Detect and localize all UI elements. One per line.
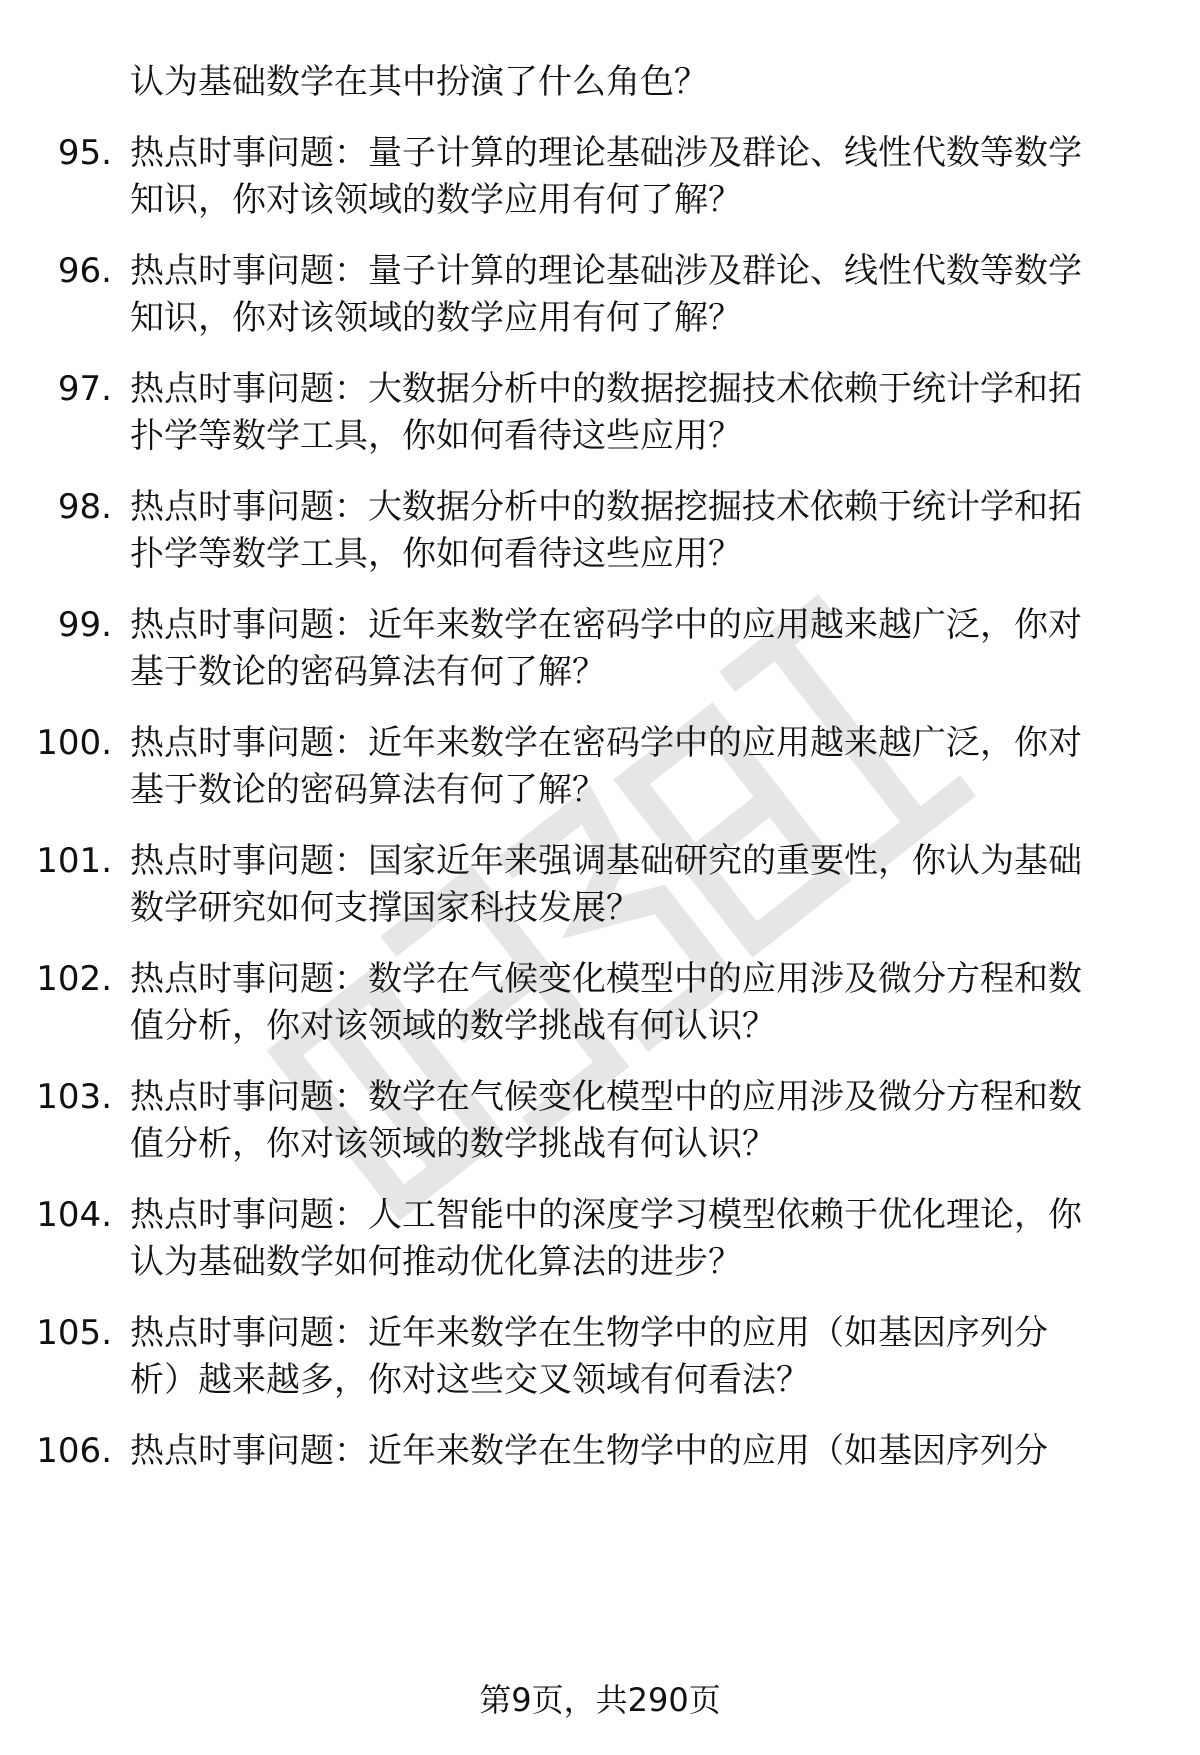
question-item <box>0 600 1200 710</box>
question-text-line: 热点时事问题：大数据分析中的数据挖掘技术依赖于统计学和拓 <box>130 487 1082 527</box>
question-number: 106. <box>36 1431 112 1471</box>
question-text-line: 认为基础数学如何推动优化算法的进步？ <box>130 1242 742 1282</box>
question-number: 99. <box>57 605 112 645</box>
question-number: 97. <box>57 369 112 409</box>
question-item <box>0 1308 1200 1418</box>
question-item <box>0 1072 1200 1182</box>
page-footer: 第9页，共290页 <box>479 1681 721 1719</box>
question-number: 95. <box>57 133 112 173</box>
question-number: 104. <box>36 1195 112 1235</box>
question-text-line: 值分析，你对该领域的数学挑战有何认识？ <box>130 1124 776 1164</box>
question-item <box>0 1190 1200 1300</box>
question-text-line: 基于数论的密码算法有何了解？ <box>130 770 606 810</box>
question-item <box>0 1426 1200 1536</box>
question-text-line: 热点时事问题：量子计算的理论基础涉及群论、线性代数等数学 <box>130 133 1082 173</box>
question-text-line: 热点时事问题：近年来数学在密码学中的应用越来越广泛，你对 <box>130 723 1082 763</box>
question-text-line: 热点时事问题：大数据分析中的数据挖掘技术依赖于统计学和拓 <box>130 369 1082 409</box>
question-item <box>0 364 1200 474</box>
question-number: 101. <box>36 841 112 881</box>
question-text-line: 值分析，你对该领域的数学挑战有何认识？ <box>130 1006 776 1046</box>
question-number: 100. <box>36 723 112 763</box>
question-text-line: 热点时事问题：数学在气候变化模型中的应用涉及微分方程和数 <box>130 959 1082 999</box>
question-text-line: 基于数论的密码算法有何了解？ <box>130 652 606 692</box>
question-text-line: 析）越来越多，你对这些交叉领域有何看法？ <box>130 1360 810 1400</box>
question-text-line: 数学研究如何支撑国家科技发展？ <box>130 888 640 928</box>
question-number: 102. <box>36 959 112 999</box>
question-item <box>0 718 1200 828</box>
question-item <box>0 482 1200 592</box>
continued-question-text: 认为基础数学在其中扮演了什么角色？ <box>130 62 708 102</box>
question-number: 105. <box>36 1313 112 1353</box>
question-text-line: 热点时事问题：数学在气候变化模型中的应用涉及微分方程和数 <box>130 1077 1082 1117</box>
question-text-line: 热点时事问题：人工智能中的深度学习模型依赖于优化理论，你 <box>130 1195 1082 1235</box>
question-text-line: 热点时事问题：国家近年来强调基础研究的重要性，你认为基础 <box>130 841 1082 881</box>
question-number: 98. <box>57 487 112 527</box>
question-item <box>0 836 1200 946</box>
question-item <box>0 954 1200 1064</box>
question-number: 103. <box>36 1077 112 1117</box>
question-number: 96. <box>57 251 112 291</box>
question-text-line: 知识，你对该领域的数学应用有何了解？ <box>130 298 742 338</box>
question-text-line: 扑学等数学工具，你如何看待这些应用？ <box>130 534 742 574</box>
question-text-line: 热点时事问题：近年来数学在生物学中的应用（如基因序列分 <box>130 1431 1048 1471</box>
question-text-line: 热点时事问题：近年来数学在生物学中的应用（如基因序列分 <box>130 1313 1048 1353</box>
question-item <box>0 246 1200 356</box>
question-text-line: 知识，你对该领域的数学应用有何了解？ <box>130 180 742 220</box>
question-text-line: 扑学等数学工具，你如何看待这些应用？ <box>130 416 742 456</box>
question-text-line: 热点时事问题：近年来数学在密码学中的应用越来越广泛，你对 <box>130 605 1082 645</box>
question-item <box>0 128 1200 238</box>
question-text-line: 热点时事问题：量子计算的理论基础涉及群论、线性代数等数学 <box>130 251 1082 291</box>
